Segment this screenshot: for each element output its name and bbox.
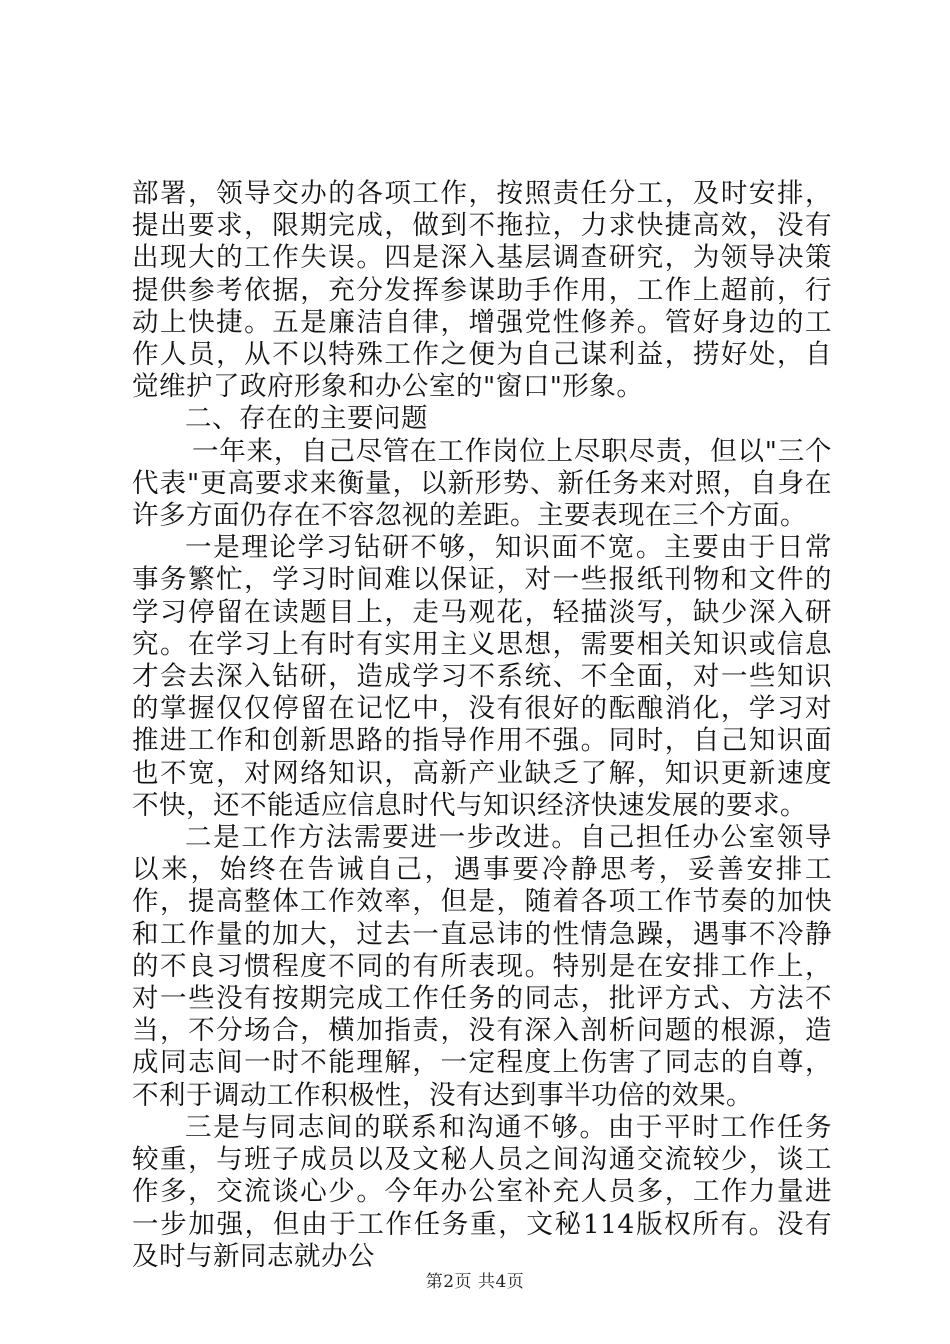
paragraph-point-two: 二是工作方法需要进一步改进。自己担任办公室领导以来，始终在告诫自己，遇事要冷静思考，妥善安排工作，提高整体工作效率，但是，随着各项工作节奏的加快和工作量的加大，过去一直忌讳的性情急躁，遇事不冷静的不良习惯程度不同的有所表现。特别是在安排工作上，对一些没有按期完成工作任务的同志，批评方式、方法不当，不分场合，横加指责，没有深入剖析问题的根源，造成同志间一时不能理解，一定程度上伤害了同志的自尊，不利于调动工作积极性，没有达到事半功倍的效果。 <box>132 822 832 1111</box>
paragraph-point-three: 三是与同志间的联系和沟通不够。由于平时工作任务较重，与班子成员以及文秘人员之间沟通交流较少，谈工作多，交流谈心少。今年办公室补充人员多，工作力量进一步加强，但由于工作任务重，文秘114版权所有。没有及时与新同志就办公 <box>132 1111 832 1272</box>
paragraph-intro: 一年来，自己尽管在工作岗位上尽职尽责，但以"三个代表"更高要求来衡量，以新形势、新任务来对照，自身在许多方面仍存在不容忽视的差距。主要表现在三个方面。 <box>132 435 832 532</box>
document-body <box>132 178 832 1273</box>
paragraph-point-one: 一是理论学习钻研不够，知识面不宽。主要由于日常事务繁忙，学习时间难以保证，对一些报纸刊物和文件的学习停留在读题目上，走马观花，轻描淡写，缺少深入研究。在学习上有时有实用主义思想，需要相关知识或信息才会去深入钻研，造成学习不系统、不全面，对一些知识的掌握仅仅停留在记忆中，没有很好的酝酿消化，学习对推进工作和创新思路的指导作用不强。同时，自己知识面也不宽，对网络知识，高新产业缺乏了解，知识更新速度不快，还不能适应信息时代与知识经济快速发展的要求。 <box>132 532 832 821</box>
page-number-footer: 第2页 共4页 <box>425 1272 525 1292</box>
paragraph-continuation: 部署，领导交办的各项工作，按照责任分工，及时安排，提出要求，限期完成，做到不拖拉，力求快捷高效，没有出现大的工作失误。四是深入基层调查研究，为领导决策提供参考依据，充分发挥参谋助手作用，工作上超前，行动上快捷。五是廉洁自律，增强党性修养。管好身边的工作人员，从不以特殊工作之便为自己谋利益，捞好处，自觉维护了政府形象和办公室的"窗口"形象。 <box>132 178 832 403</box>
section-heading-problems: 二、存在的主要问题 <box>185 403 428 435</box>
